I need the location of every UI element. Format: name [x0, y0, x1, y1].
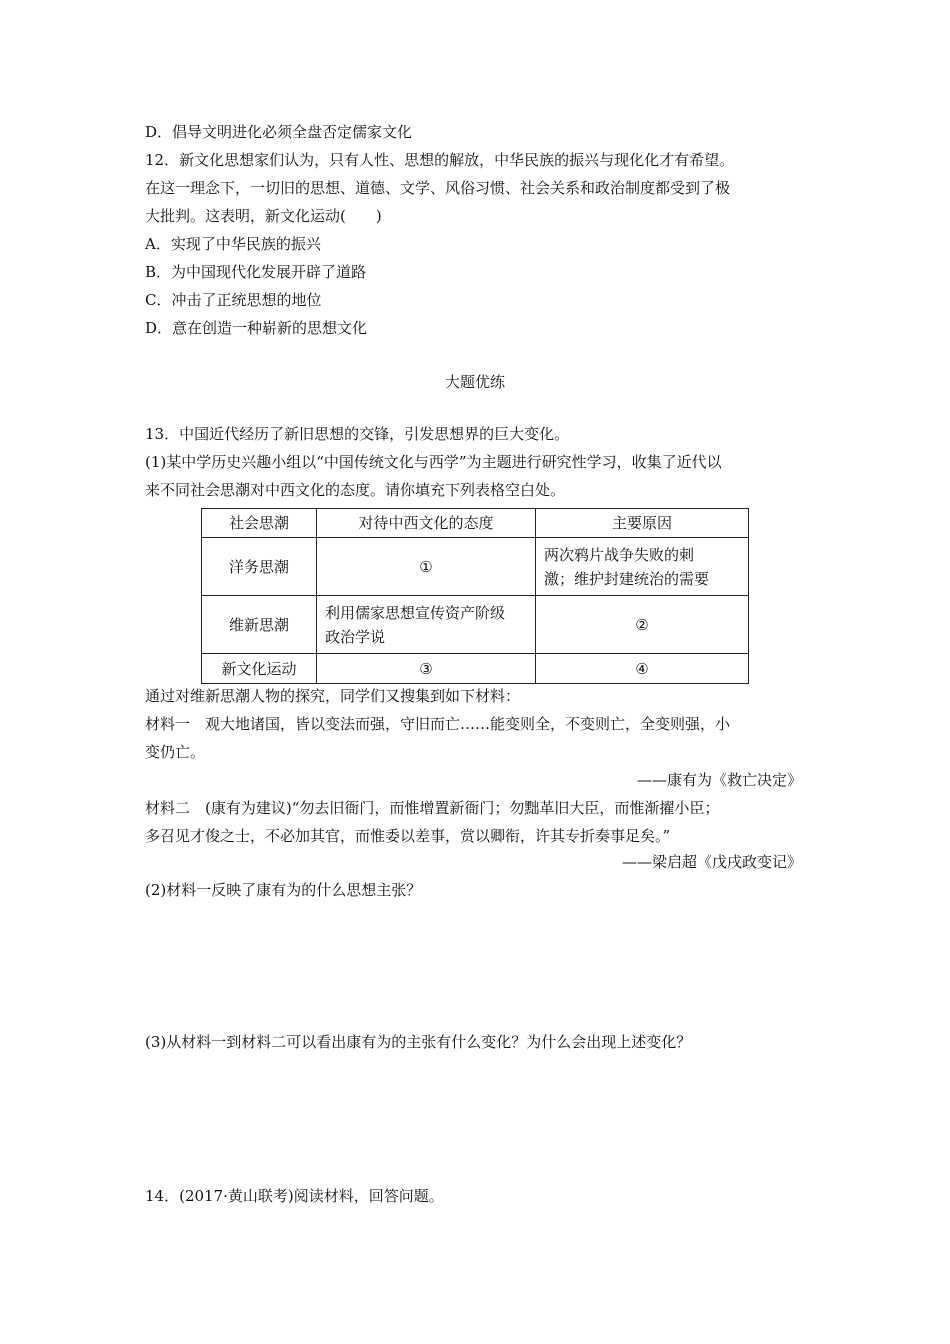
- q12-option-c: C．冲击了正统思想的地位: [145, 291, 322, 309]
- table-cell-reason: ②: [536, 596, 749, 654]
- q11-option-d: D．倡导文明进化必须全盘否定儒家文化: [145, 123, 413, 141]
- table-row: [202, 538, 749, 596]
- q13-material1-source: ——康有为《救亡决定》: [636, 771, 802, 789]
- q12-option-d: D．意在创造一种崭新的思想文化: [145, 319, 368, 337]
- q13-table: [201, 508, 749, 684]
- table-cell-attitude: ①: [317, 538, 536, 596]
- q13-part1-line-2: 来不同社会思潮对中西文化的态度。请你填充下列表格空白处。: [145, 481, 566, 499]
- table-header-reason: 主要原因: [536, 509, 749, 538]
- table-cell-reason: [536, 538, 749, 596]
- q13-material2-line-2: 多召见才俊之士，不必加其官，而惟委以差事，赏以卿衔，许其专折奏事足矣。”: [145, 827, 671, 845]
- table-cell-attitude-line-2: 政治学说: [325, 627, 386, 646]
- q12-stem-line-1: 12．新文化思想家们认为，只有人性、思想的解放，中华民族的振兴与现化化才有希望。: [145, 151, 735, 169]
- table-cell-reason-line-1: 两次鸦片战争失败的刺: [544, 545, 695, 564]
- q12-option-b: B．为中国现代化发展开辟了道路: [145, 263, 367, 281]
- table-header-row: [202, 509, 749, 538]
- q13-material1-line-2: 变仍亡。: [145, 743, 206, 761]
- q13-part3: (3)从材料一到材料二可以看出康有为的主张有什么变化？为什么会出现上述变化？: [145, 1033, 692, 1051]
- q12-stem-line-3: 大批判。这表明，新文化运动( ): [145, 207, 382, 225]
- table-cell-reason-line-2: 激；维护封建统治的需要: [544, 569, 710, 588]
- q13-stem: 13．中国近代经历了新旧思想的交锋，引发思想界的巨大变化。: [145, 425, 570, 443]
- q13-part2: (2)材料一反映了康有为的什么思想主张？: [145, 881, 422, 899]
- table-header-trend: 社会思潮: [202, 509, 317, 538]
- table-header-attitude: 对待中西文化的态度: [317, 509, 536, 538]
- table-cell-attitude: ③: [317, 654, 536, 684]
- table-cell-attitude-line-1: 利用儒家思想宣传资产阶级: [325, 603, 506, 622]
- q12-option-a: A．实现了中华民族的振兴: [145, 235, 321, 253]
- q13-material2-source: ——梁启超《戊戌政变记》: [621, 853, 802, 871]
- table-cell-trend: 新文化运动: [202, 654, 317, 684]
- table-row: [202, 654, 749, 684]
- section-title: 大题优练: [444, 373, 505, 391]
- table-row: [202, 596, 749, 654]
- table-cell-trend: 洋务思潮: [202, 538, 317, 596]
- table-cell-attitude: [317, 596, 536, 654]
- table-cell-trend: 维新思潮: [202, 596, 317, 654]
- q12-stem-line-2: 在这一理念下，一切旧的思想、道德、文学、风俗习惯、社会关系和政治制度都受到了极: [145, 179, 731, 197]
- q14-stem: 14．(2017·黄山联考)阅读材料，回答问题。: [145, 1187, 444, 1205]
- table-cell-reason: ④: [536, 654, 749, 684]
- q13-material2-line-1: 材料二 (康有为建议)“勿去旧衙门，而惟增置新衙门；勿黜革旧大臣，而惟渐擢小臣；: [145, 799, 720, 817]
- q13-part1-line-1: (1)某中学历史兴趣小组以“中国传统文化与西学”为主题进行研究性学习，收集了近代以: [145, 453, 722, 471]
- q13-material1-line-1: 材料一 观大地诸国，皆以变法而强，守旧而亡……能变则全，不变则亡，全变则强，小: [145, 715, 731, 733]
- q13-intro: 通过对维新思潮人物的探究，同学们又搜集到如下材料：: [145, 687, 521, 705]
